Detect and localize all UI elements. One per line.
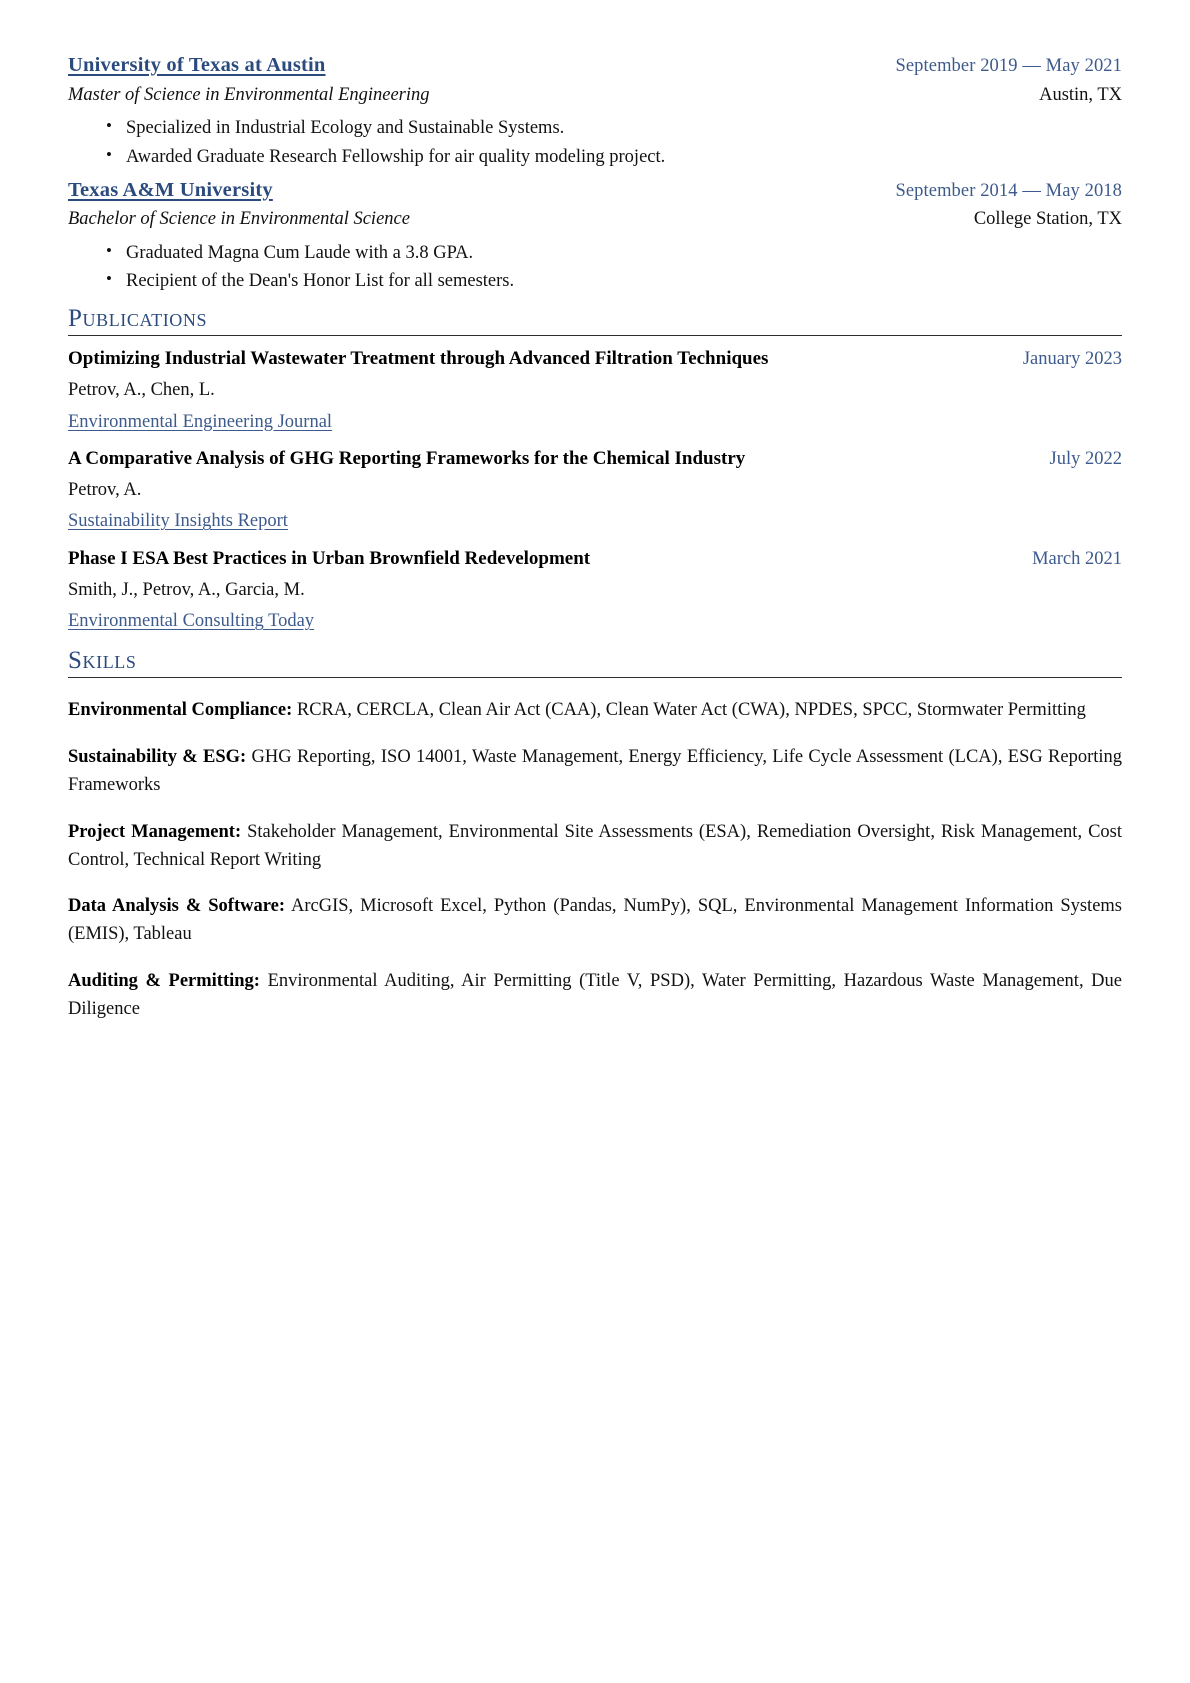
education-bullet-list: [68, 239, 1122, 295]
publication-authors: Petrov, A., Chen, L.: [68, 380, 215, 400]
education-section: [68, 52, 1122, 295]
publication-venue-link[interactable]: Environmental Consulting Today: [68, 611, 315, 632]
list-item: • Awarded Graduate Research Fellowship for air quality modeling project.: [106, 143, 1122, 171]
publication-item: [68, 446, 1122, 537]
education-bullet-list: [68, 114, 1122, 170]
skill-group: [68, 967, 1122, 1023]
education-entry: [68, 52, 1122, 171]
education-institution-link[interactable]: Texas A&M University: [68, 178, 273, 201]
education-degree: Bachelor of Science in Environmental Science: [68, 209, 410, 230]
education-degree: Master of Science in Environmental Engineering: [68, 84, 430, 105]
skill-list: Stakeholder Management, Environmental Site Assessments (ESA), Remediation Oversight, Risk Management, Cost Control, Technical Report Writing: [68, 821, 1122, 870]
section-heading-publications: Publications: [68, 305, 208, 333]
education-entry-subheader: [68, 206, 1122, 233]
section-heading-skills: Skills: [68, 646, 137, 674]
skill-list: RCRA, CERCLA, Clean Air Act (CAA), Clean Water Act (CWA), NPDES, SPCC, Stormwater Permitting: [296, 700, 1086, 721]
publications-section: [68, 305, 1122, 636]
education-entry-subheader: [68, 82, 1122, 109]
skill-list: Environmental Auditing, Air Permitting (Title V, PSD), Water Permitting, Hazardous Waste Management, Due Diligence: [68, 971, 1122, 1020]
publication-title: Optimizing Industrial Wastewater Treatment through Advanced Filtration Techniques: [68, 348, 769, 370]
publication-authors: Smith, J., Petrov, A., Garcia, M.: [68, 579, 305, 600]
education-date-range: September 2019 — May 2021: [895, 56, 1122, 76]
skill-category-label: Auditing & Permitting:: [68, 971, 260, 992]
section-divider: [68, 335, 1122, 336]
skill-category-label: Project Management:: [68, 821, 242, 842]
list-item: • Recipient of the Dean's Honor List for all semesters.: [106, 267, 1122, 295]
publication-header: [68, 446, 1122, 473]
skill-group: [68, 696, 1122, 724]
education-location: Austin, TX: [1039, 84, 1122, 105]
publication-item: [68, 346, 1122, 437]
skill-list: ArcGIS, Microsoft Excel, Python (Pandas, NumPy), SQL, Environmental Management Information Systems (EMIS), Tableau: [68, 896, 1122, 945]
education-entry-header: [68, 177, 1122, 205]
skills-section: [68, 647, 1122, 1023]
skill-group: [68, 818, 1122, 874]
education-entry-header: [68, 52, 1122, 80]
publication-header: [68, 346, 1122, 373]
education-date-range: September 2014 — May 2018: [895, 180, 1122, 201]
education-entry: [68, 177, 1122, 296]
publication-date: March 2021: [1032, 548, 1122, 569]
skill-group: [68, 892, 1122, 948]
education-institution-link[interactable]: University of Texas at Austin: [68, 54, 326, 76]
publication-date: July 2022: [1049, 449, 1122, 470]
section-divider: [68, 677, 1122, 678]
publication-venue-link[interactable]: Environmental Engineering Journal: [68, 411, 333, 432]
education-location: College Station, TX: [973, 209, 1122, 230]
skill-category-label: Sustainability & ESG:: [68, 746, 247, 767]
skill-category-label: Data Analysis & Software:: [68, 896, 285, 917]
publication-header: [68, 546, 1122, 573]
publication-venue-link[interactable]: Sustainability Insights Report: [68, 511, 288, 532]
publication-item: [68, 546, 1122, 637]
list-item: • Graduated Magna Cum Laude with a 3.8 GPA.: [106, 239, 1122, 267]
skill-list: GHG Reporting, ISO 14001, Waste Management, Energy Efficiency, Life Cycle Assessment (LCA), ESG Reporting Frameworks: [68, 746, 1123, 795]
skill-category-label: Environmental Compliance:: [68, 700, 293, 721]
publication-title: Phase I ESA Best Practices in Urban Brownfield Redevelopment: [68, 547, 591, 569]
publication-authors: Petrov, A.: [68, 479, 142, 500]
publication-title: A Comparative Analysis of GHG Reporting Frameworks for the Chemical Industry: [68, 448, 746, 470]
publication-date: January 2023: [1022, 349, 1122, 370]
list-item: • Specialized in Industrial Ecology and Sustainable Systems.: [106, 114, 1122, 142]
skill-group: [68, 743, 1122, 799]
